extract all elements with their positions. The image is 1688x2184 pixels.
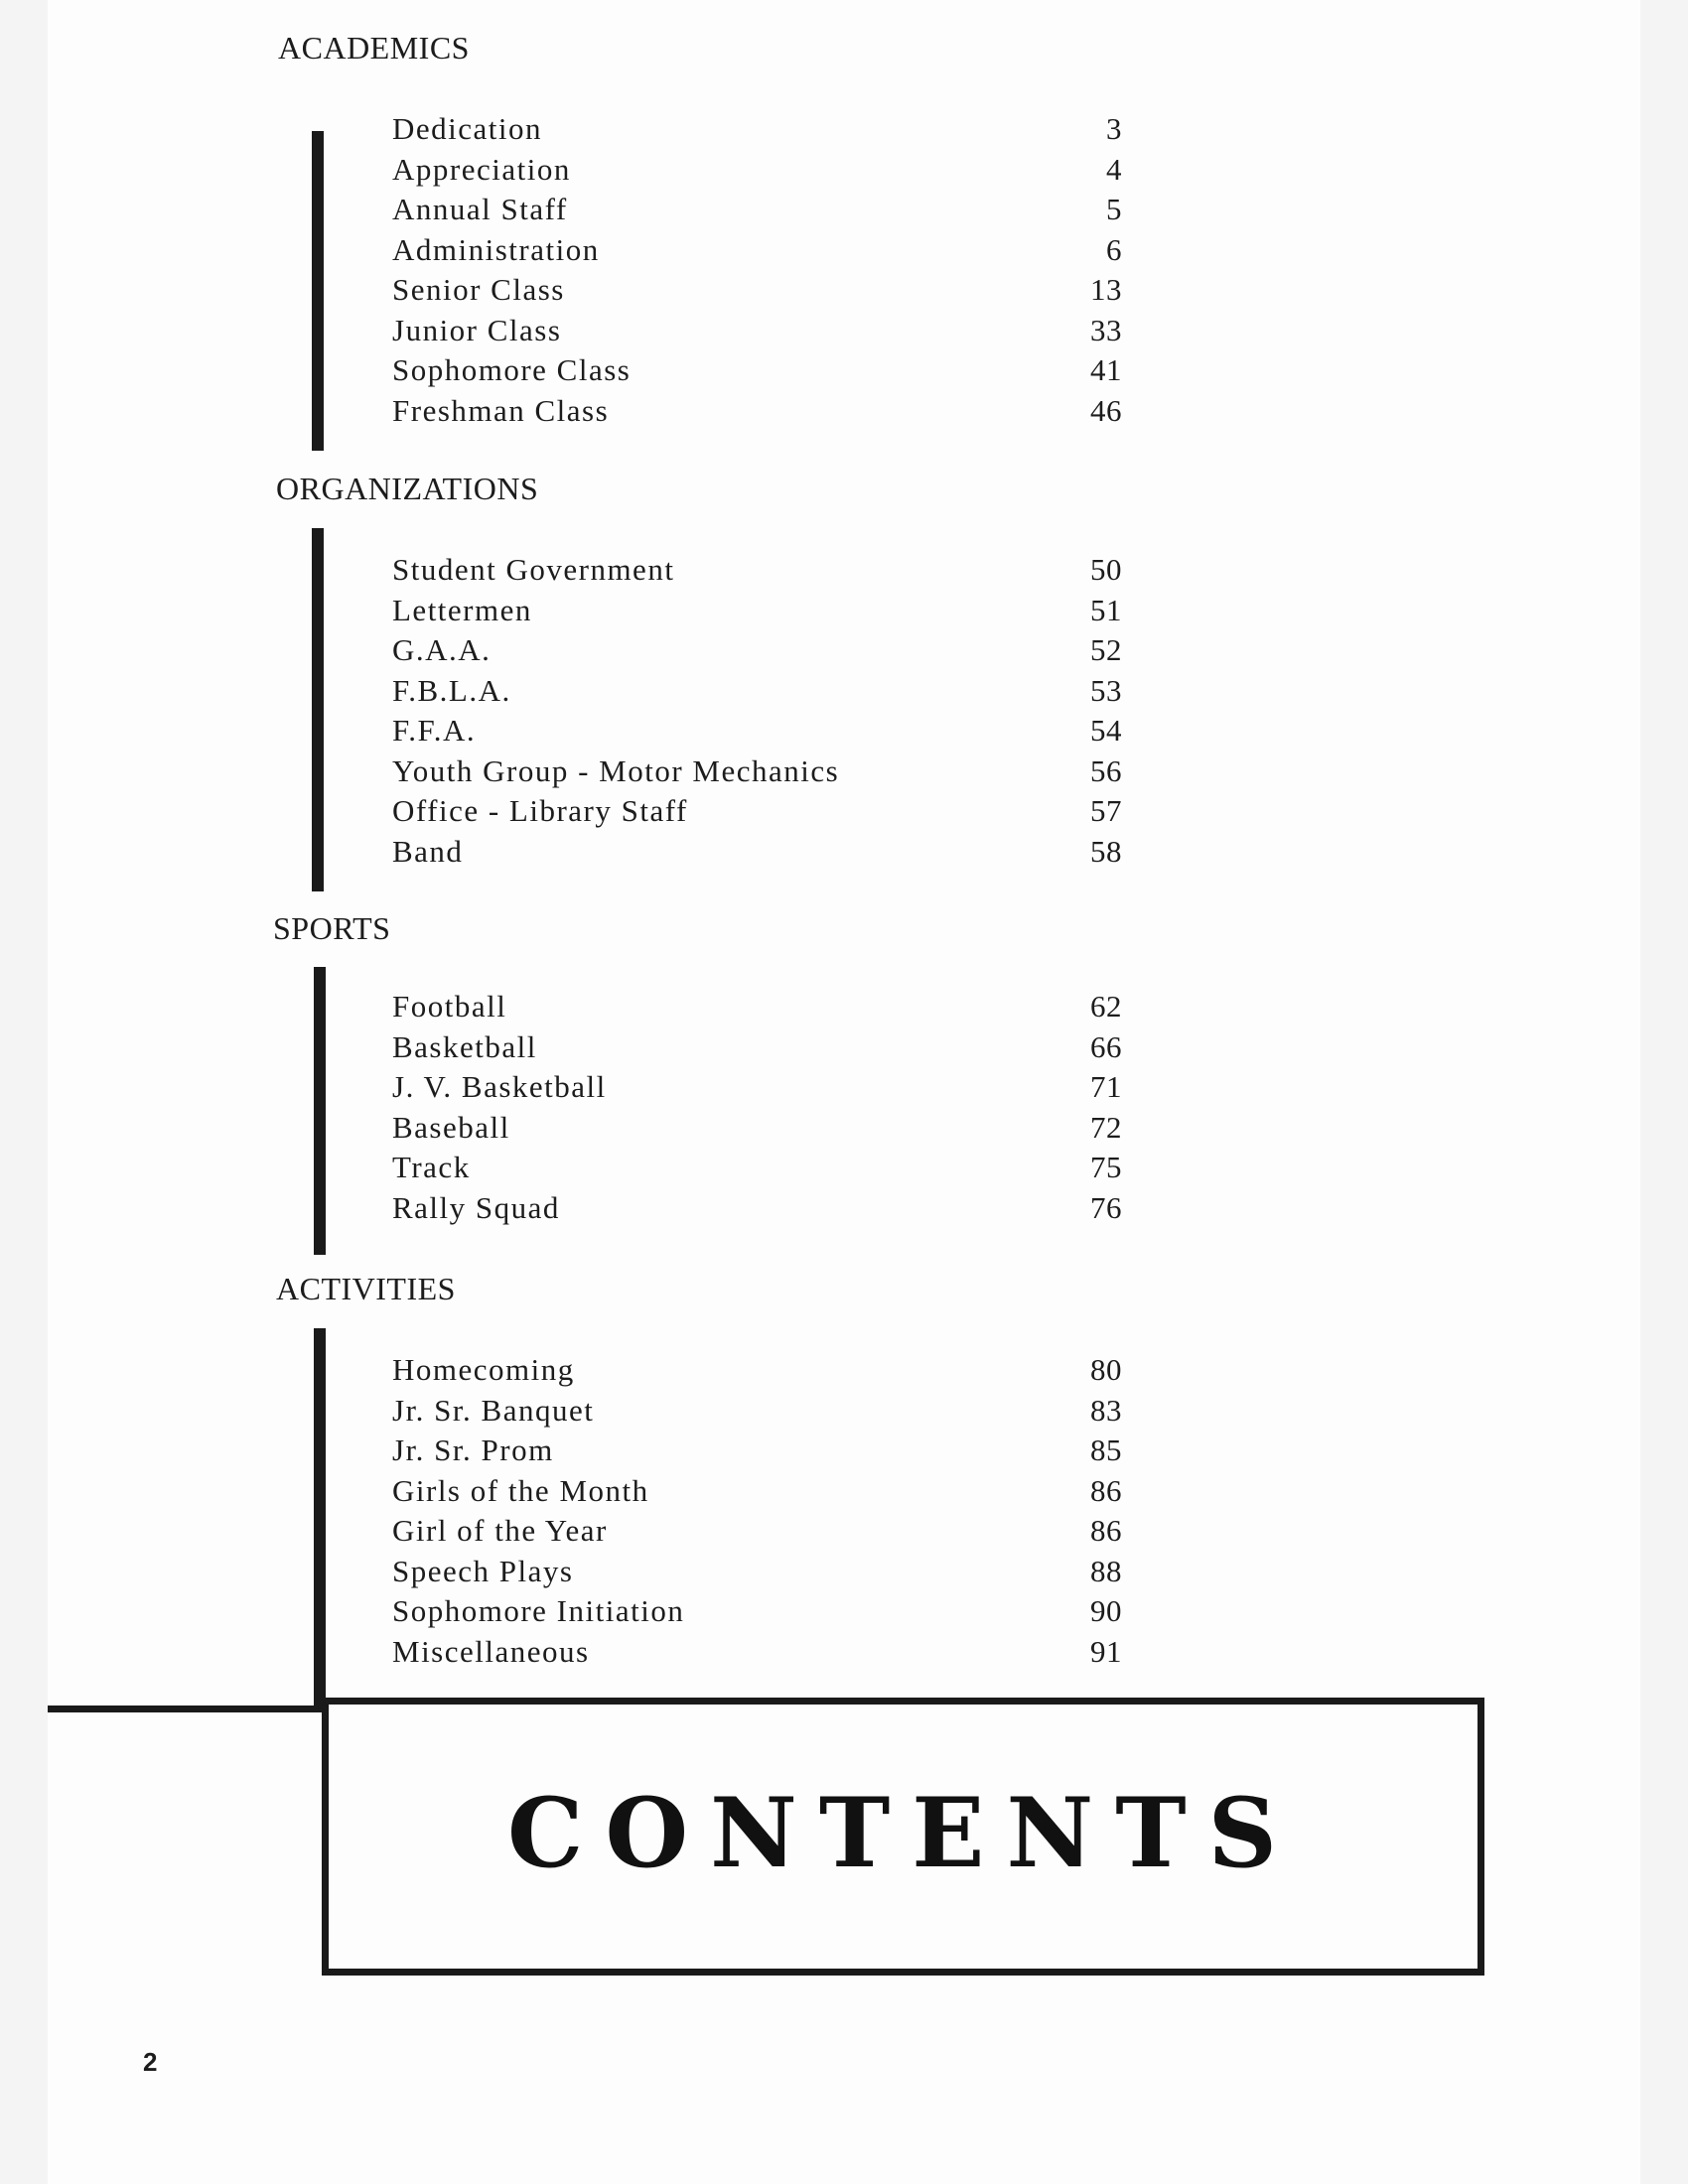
- toc-entry-page: 52: [1090, 632, 1122, 667]
- toc-entry: [392, 1067, 1122, 1108]
- toc-entry-page: 91: [1090, 1633, 1122, 1669]
- toc-entry-page: 80: [1090, 1352, 1122, 1387]
- toc-entry-title: Junior Class: [392, 312, 562, 347]
- toc-entry-page: 57: [1090, 793, 1122, 828]
- section-bar-activities: [314, 1328, 326, 1707]
- toc-entry-title: Youth Group - Motor Mechanics: [392, 752, 840, 788]
- toc-entry-title: Jr. Sr. Banquet: [392, 1392, 595, 1428]
- toc-entry-page: 50: [1090, 552, 1122, 587]
- toc-entry-page: 4: [1106, 151, 1122, 187]
- toc-list-sports: [392, 987, 1122, 1228]
- toc-entry: [392, 1471, 1122, 1512]
- toc-entry-title: G.A.A.: [392, 632, 492, 667]
- toc-entry: [392, 832, 1122, 873]
- section-heading-organizations: ORGANIZATIONS: [276, 471, 539, 506]
- toc-entry: [392, 1027, 1122, 1068]
- toc-entry-page: 33: [1090, 312, 1122, 347]
- toc-entry-title: Jr. Sr. Prom: [392, 1433, 554, 1467]
- toc-entry: [392, 1552, 1122, 1592]
- toc-entry-page: 56: [1090, 752, 1122, 788]
- toc-entry-page: 85: [1090, 1433, 1122, 1467]
- toc-entry-title: Sophomore Class: [392, 352, 632, 387]
- toc-entry-page: 90: [1090, 1593, 1122, 1628]
- toc-entry-title: Girl of the Year: [392, 1513, 608, 1548]
- toc-list-organizations: [392, 550, 1122, 872]
- toc-entry: [392, 190, 1122, 230]
- toc-entry: [392, 591, 1122, 631]
- toc-entry-title: Speech Plays: [392, 1553, 574, 1588]
- toc-entry: [392, 150, 1122, 191]
- toc-entry: [392, 1391, 1122, 1432]
- section-heading-academics: ACADEMICS: [278, 30, 470, 66]
- toc-entry-title: Band: [392, 833, 464, 869]
- toc-entry-page: 71: [1090, 1069, 1122, 1104]
- toc-entry: [392, 230, 1122, 271]
- left-page-edge: [0, 0, 48, 2184]
- toc-entry-page: 6: [1106, 231, 1122, 267]
- toc-entry-page: 76: [1090, 1189, 1122, 1225]
- toc-entry-page: 72: [1090, 1109, 1122, 1145]
- section-bar-organizations: [312, 528, 324, 891]
- contents-title: CONTENTS: [507, 1777, 1299, 1889]
- toc-entry-page: 62: [1090, 989, 1122, 1024]
- toc-entry-title: Football: [392, 989, 507, 1024]
- toc-entry-page: 46: [1090, 392, 1122, 428]
- toc-entry-title: Appreciation: [392, 151, 571, 187]
- toc-entry: [392, 109, 1122, 150]
- section-bar-sports: [314, 967, 326, 1255]
- toc-entry: [392, 391, 1122, 432]
- toc-entry-page: 83: [1090, 1392, 1122, 1428]
- toc-entry-title: Track: [392, 1150, 471, 1184]
- toc-entry: [392, 711, 1122, 751]
- toc-entry: [392, 270, 1122, 311]
- toc-entry: [392, 1350, 1122, 1391]
- toc-entry-title: J. V. Basketball: [392, 1069, 607, 1104]
- toc-entry-title: Administration: [392, 231, 600, 267]
- contents-title-box: [322, 1698, 1484, 1976]
- toc-entry: [392, 1591, 1122, 1632]
- toc-entry-title: Senior Class: [392, 272, 565, 307]
- toc-entry: [392, 350, 1122, 391]
- toc-entry: [392, 1148, 1122, 1188]
- horizontal-rule: [48, 1706, 326, 1712]
- section-bar-academics: [312, 131, 324, 451]
- toc-entry-title: Freshman Class: [392, 392, 610, 428]
- toc-entry: [392, 1188, 1122, 1229]
- toc-entry-page: 41: [1090, 352, 1122, 387]
- toc-entry: [392, 550, 1122, 591]
- right-page-edge: [1640, 0, 1688, 2184]
- toc-entry: [392, 1632, 1122, 1673]
- toc-entry-page: 51: [1090, 592, 1122, 627]
- toc-entry-title: Dedication: [392, 111, 543, 146]
- toc-entry-title: Baseball: [392, 1109, 510, 1145]
- toc-entry-title: Office - Library Staff: [392, 793, 688, 828]
- toc-entry: [392, 751, 1122, 792]
- toc-entry-page: 5: [1106, 192, 1122, 226]
- toc-entry-page: 88: [1090, 1553, 1122, 1588]
- toc-entry-title: Student Government: [392, 552, 675, 587]
- toc-list-academics: [392, 109, 1122, 431]
- toc-entry-page: 13: [1090, 272, 1122, 307]
- toc-list-activities: [392, 1350, 1122, 1672]
- toc-entry-page: 58: [1090, 833, 1122, 869]
- toc-entry-page: 66: [1090, 1028, 1122, 1064]
- toc-entry-title: Annual Staff: [392, 192, 568, 226]
- toc-entry-title: F.B.L.A.: [392, 672, 511, 708]
- toc-entry: [392, 1431, 1122, 1471]
- toc-entry-title: Homecoming: [392, 1352, 575, 1387]
- toc-entry-page: 86: [1090, 1472, 1122, 1508]
- page-number: 2: [143, 2047, 158, 2077]
- toc-entry-title: Basketball: [392, 1028, 537, 1064]
- section-heading-activities: ACTIVITIES: [276, 1271, 456, 1306]
- toc-entry: [392, 311, 1122, 351]
- toc-entry-page: 54: [1090, 713, 1122, 748]
- toc-entry: [392, 987, 1122, 1027]
- toc-entry: [392, 630, 1122, 671]
- toc-entry-title: Miscellaneous: [392, 1633, 590, 1669]
- toc-entry: [392, 671, 1122, 712]
- toc-entry-title: F.F.A.: [392, 713, 477, 748]
- toc-entry: [392, 1108, 1122, 1149]
- toc-entry-page: 86: [1090, 1513, 1122, 1548]
- section-heading-sports: SPORTS: [273, 910, 391, 946]
- toc-entry-title: Sophomore Initiation: [392, 1593, 685, 1628]
- toc-entry-page: 53: [1090, 672, 1122, 708]
- toc-entry-title: Girls of the Month: [392, 1472, 649, 1508]
- toc-entry-title: Rally Squad: [392, 1189, 560, 1225]
- toc-entry-title: Lettermen: [392, 592, 532, 627]
- toc-entry: [392, 791, 1122, 832]
- toc-entry-page: 75: [1090, 1150, 1122, 1184]
- toc-entry: [392, 1511, 1122, 1552]
- toc-entry-page: 3: [1106, 111, 1122, 146]
